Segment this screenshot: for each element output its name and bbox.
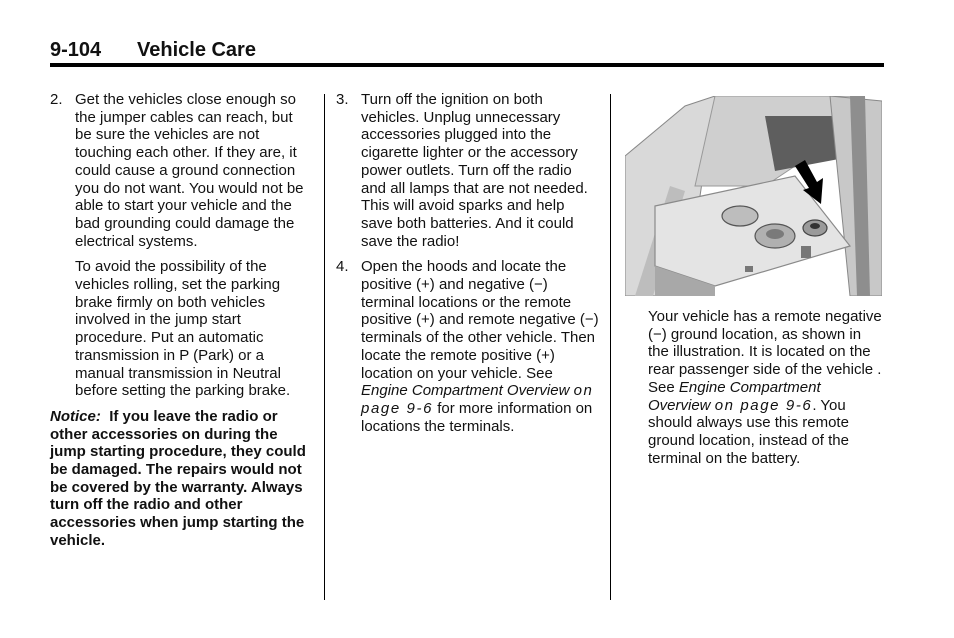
- page-reference[interactable]: on page 9-6: [714, 396, 813, 414]
- list-item-text: Open the hoods and locate the positive (+) and negative (−) terminal locations or the remote positive (+) and remote negative (−) terminals of the other vehicle. Then locate the remote positive (+) location on your vehicle. See Engine Compartment Overview on page 9-6 for more information on locations the terminals.: [361, 258, 599, 435]
- list-number: 2.: [50, 91, 63, 108]
- list-number: 4.: [336, 258, 349, 276]
- section-title: Vehicle Care: [137, 39, 256, 61]
- cross-reference-link[interactable]: Engine Compartment Overview: [361, 382, 570, 400]
- page-number: 9-104: [50, 39, 102, 61]
- notice-block: [50, 408, 312, 550]
- column-2: [336, 91, 600, 435]
- notice-text: If you leave the radio or other accessories on during the jump starting procedure, they could be damaged. The repairs would not be covered by the warranty. Always turn off the radio and other accessories when jump starting the vehicle.: [50, 407, 306, 549]
- list-item-4: [336, 258, 600, 435]
- list-item-3: [336, 91, 600, 250]
- engine-compartment-illustration: [625, 96, 882, 296]
- column-3: [648, 308, 884, 467]
- list-item-text: Get the vehicles close enough so the jumper cables can reach, but be sure the vehicles are not touching each other. If they are, it could cause a ground connection you do not want. You would not be able to start your vehicle and the bad grounding could damage the electrical systems.: [75, 91, 304, 250]
- list-item-2: [50, 91, 312, 400]
- cross-reference-link[interactable]: Engine Compartment Overview: [648, 378, 821, 414]
- page-reference[interactable]: on page 9-6: [361, 382, 594, 417]
- illustration-caption: Your vehicle has a remote negative (−) ground location, as shown in the illustration. It is located on the rear passenger side of the vehicle . See Engine Compartment Overview on page 9-6. You should always use this remote ground location, instead of the terminal on the battery.: [648, 308, 882, 467]
- notice-label: Notice:: [50, 407, 101, 425]
- header-rule: [50, 63, 884, 67]
- column-divider-2: [610, 94, 611, 600]
- column-1: [50, 91, 312, 550]
- list-item-paragraph: To avoid the possibility of the vehicles rolling, set the parking brake firmly on both vehicles involved in the jump start procedure. Put an automatic transmission in P (Park) or a manual transmission in Neutral before setting the parking brake.: [75, 258, 291, 400]
- list-item-text: Turn off the ignition on both vehicles. Unplug unnecessary accessories plugged into the cigarette lighter or the accessory power outlets. Turn off the radio and all lamps that are not needed. This will avoid sparks and help save both batteries. And it could save the radio!: [361, 91, 588, 250]
- column-divider-1: [324, 94, 325, 600]
- page-header: [50, 38, 884, 64]
- list-number: 3.: [336, 91, 349, 108]
